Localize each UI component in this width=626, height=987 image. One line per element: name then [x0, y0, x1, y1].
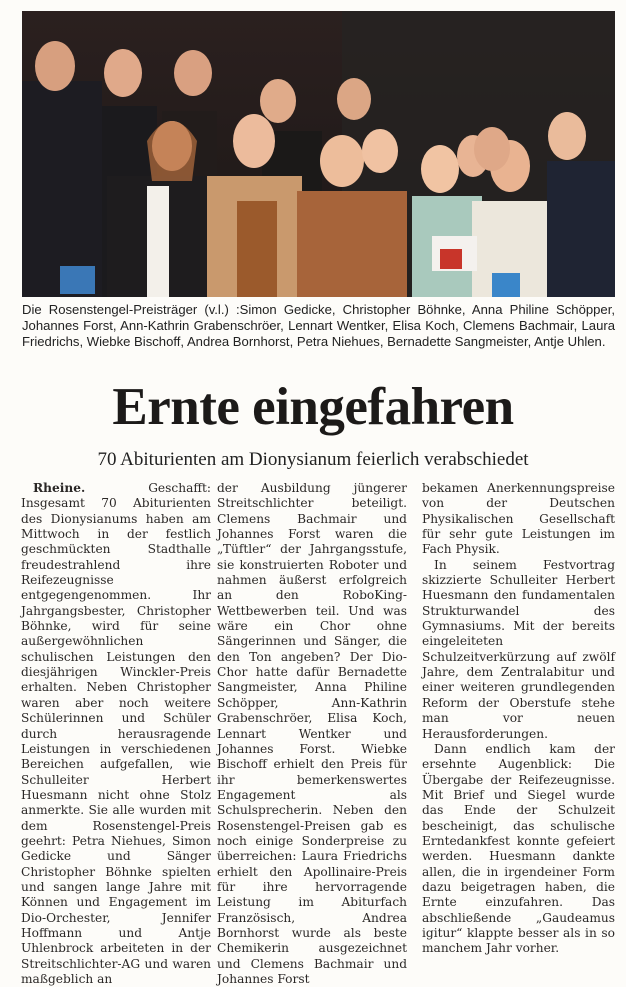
article-paragraph: [21, 481, 211, 987]
headline: Ernte eingefahren: [112, 378, 514, 436]
subheadline: 70 Abiturienten am Dionysianum feierlich verabschiedet: [97, 449, 529, 470]
article-column-2: [217, 481, 407, 987]
article-column-3: [422, 481, 615, 957]
article-paragraph: bekamen Anerkennungspreise von der Deutschen Physikalischen Gesellschaft für sehr gute Leistungen im Fach Physik.: [422, 481, 615, 557]
photo-illustration: [22, 11, 615, 297]
dateline: Rheine.: [33, 481, 86, 495]
paragraph-text: Geschafft: Insgesamt 70 Abiturienten des Dionysianums haben am Mittwoch in der festlich geschmückten Stadthalle freudestrahlend ihre Reifezeugnisse entgegengenommen. Ihr Jahrgangsbester, Christopher Böhnke, wird für seine außergewöhnlichen schulischen Leistungen den diesjährigen Winckler-Preis erhalten. Neben Christopher waren aber noch weitere Schülerinnen und Schüler durch herausragende Leistungen in verschiedenen Bereichen aufgefallen, wie Schulleiter Herbert Huesmann nicht ohne Stolz anmerkte. Sie alle wurden mit dem Rosenstengel-Preis geehrt: Petra Niehues, Simon Gedicke und Sänger Christopher Böhnke spielten und sangen lange Jahre mit Können und Engagement im Dio-Orchester, Jennifer Hoffmann und Antje Uhlenbrock arbeiteten in der Streitschlichter-AG und waren maßgeblich an: [21, 481, 211, 986]
article-paragraph: Dann endlich kam der ersehnte Augenblick: Die Übergabe der Reifezeugnisse. Mit Brief und Siegel wurde das Ende der Schulzeit bescheinigt, das schulische Erntedankfest konnte gefeiert werden. Huesmann dankte allen, die in irgendeiner Form dazu beigetragen haben, die Ernte einzufahren. Das abschließende „Gaudeamus igitur“ klappte besser als in so manchem Jahr vorher.: [422, 741, 615, 956]
photo-caption: Die Rosenstengel-Preisträger (v.l.) :Simon Gedicke, Christopher Böhnke, Anna Philine Schöpper, Johannes Forst, Ann-Kathrin Grabenschröer, Lennart Wentker, Elisa Koch, Clemens Bachmair, Laura Friedrichs, Wiebke Bischoff, Andrea Bornhorst, Petra Niehues, Bernadette Sangmeister, Antje Uhlen.: [22, 302, 615, 350]
group-photo: [22, 11, 615, 297]
article-paragraph: In seinem Festvortrag skizzierte Schulleiter Herbert Huesmann den fundamentalen Strukturwandel des Gymnasiums. Mit der bereits eingeleiteten Schulzeitverkürzung auf zwölf Jahre, dem Zentralabitur und einer weiteren grundlegenden Reform der Oberstufe stehe man vor neuen Herausforderungen.: [422, 557, 615, 741]
article-paragraph: der Ausbildung jüngerer Streitschlichter beteiligt. Clemens Bachmair und Johannes Forst waren die „Tüftler“ der Jahrgangsstufe, sie konstruierten Roboter und nahmen äußerst erfolgreich an den RoboKing-Wettbewerben teil. Und was wäre ein Chor ohne Sängerinnen und Sänger, die den Ton angeben? Der Dio-Chor hatte dafür Bernadette Sangmeister, Anna Philine Schöpper, Ann-Kathrin Grabenschröer, Elisa Koch, Lennart Wentker und Johannes Forst. Wiebke Bischoff erhielt den Preis für ihr bemerkenswertes Engagement als Schulsprecherin. Neben den Rosenstengel-Preisen gab es noch einige Sonderpreise zu überreichen: Laura Friedrichs erhielt den Apollinaire-Preis für ihre hervorragende Leistung im Abiturfach Französisch, Andrea Bornhorst wurde als beste Chemikerin ausgezeichnet und Clemens Bachmair und Johannes Forst: [217, 481, 407, 986]
article-column-1: [21, 481, 211, 987]
